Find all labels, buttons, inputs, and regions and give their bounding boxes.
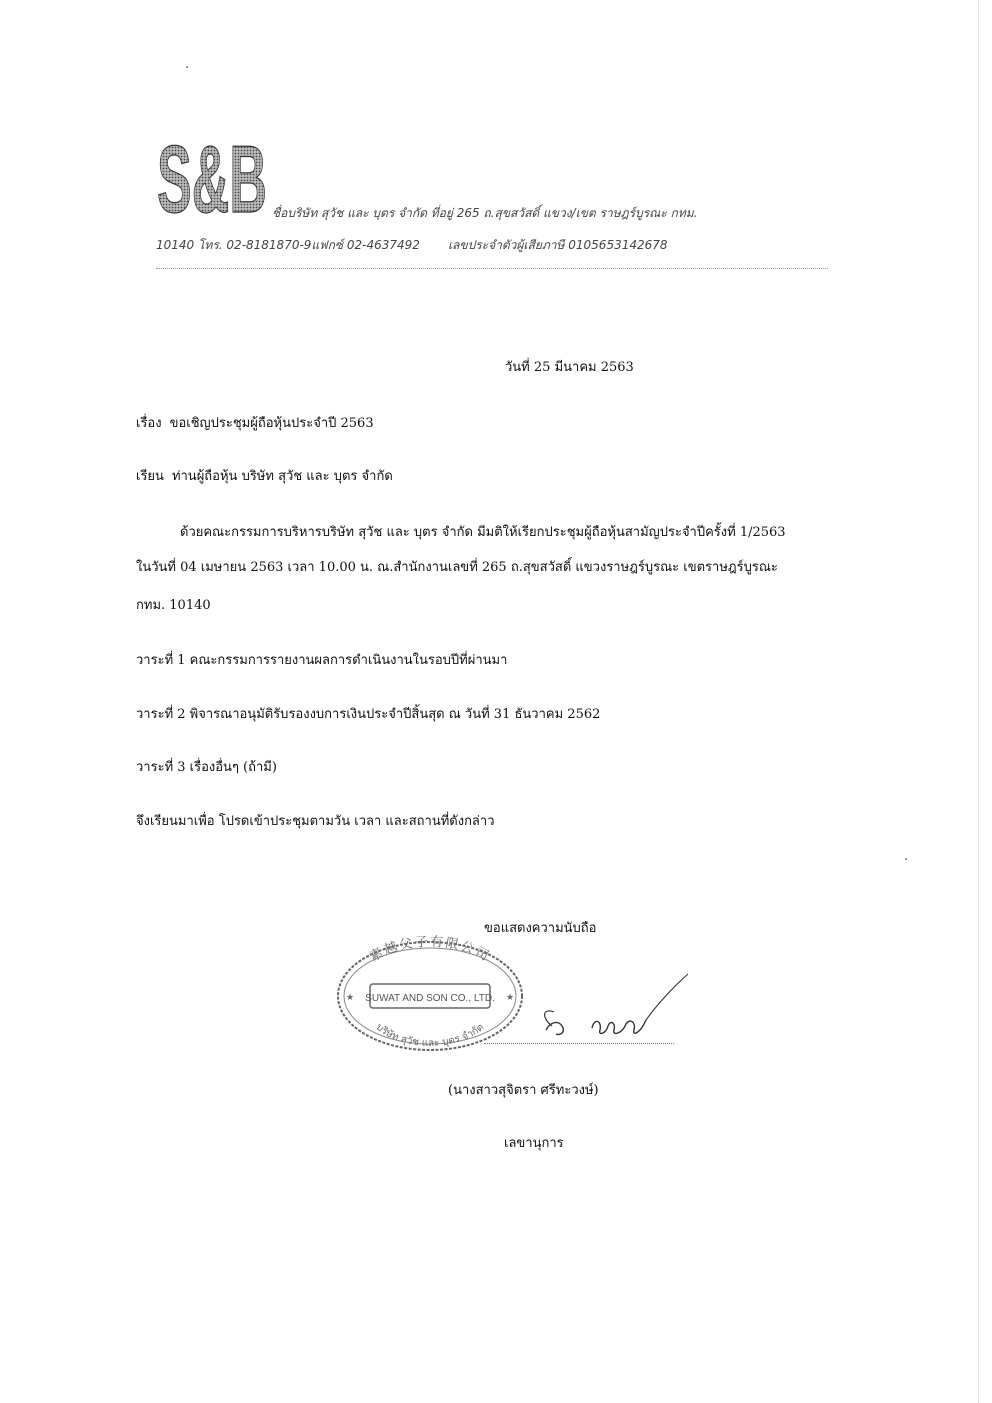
agenda-item-2: วาระที่ 2 พิจารณาอนุมัติรับรองงบการเงินประจำปีสิ้นสุด ณ วันที่ 31 ธันวาคม 2562 bbox=[136, 707, 601, 722]
subject-label: เรื่อง bbox=[136, 416, 162, 431]
svg-text:素越父子有限公司 bbox=[367, 935, 492, 965]
stamp-outer-text: 素越父子有限公司 bbox=[367, 934, 493, 966]
handwritten-signature bbox=[480, 950, 700, 1050]
letterhead-address-line: ชื่อบริษัท สุวัช และ บุตร จำกัด ที่อยู่ 265 ถ.สุขสวัสดิ์ แขวง/เขต ราษฎร์บูรณะ กทม. bbox=[272, 206, 698, 220]
letterhead-tax-id: เลขประจำตัวผู้เสียภาษี 0105653142678 bbox=[447, 238, 668, 252]
agenda-item-1: วาระที่ 1 คณะกรรมการรายงานผลการดำเนินงานในรอบปีที่ผ่านมา bbox=[136, 653, 508, 668]
stamp-middle-text: SUWAT AND SON CO., LTD. bbox=[365, 993, 495, 1004]
body-line: ในวันที่ 04 เมษายน 2563 เวลา 10.00 น. ณ.สำนักงานเลขที่ 265 ถ.สุขสวัสดิ์ แขวงราษฎร์บูรณะ เขตราษฎร์บูรณะ bbox=[136, 560, 778, 575]
stamp-inner-text: บริษัท สุวัช และ บุตร จำกัด bbox=[373, 1021, 487, 1050]
svg-text:★: ★ bbox=[506, 993, 515, 1003]
svg-text:S&B: S&B bbox=[157, 126, 267, 233]
recipient-text: ท่านผู้ถือหุ้น บริษัท สุวัช และ บุตร จำกัด bbox=[171, 469, 393, 484]
scan-speck bbox=[905, 858, 907, 860]
company-logo bbox=[156, 126, 268, 233]
svg-text:★: ★ bbox=[346, 993, 355, 1003]
signer-position: เลขานุการ bbox=[504, 1136, 564, 1151]
agenda-item-3: วาระที่ 3 เรื่องอื่นๆ (ถ้ามี) bbox=[136, 760, 277, 775]
body-line: กทม. 10140 bbox=[136, 598, 211, 613]
body-line: ด้วยคณะกรรมการบริหารบริษัท สุวัช และ บุตร จำกัด มีมติให้เรียกประชุมผู้ถือหุ้นสามัญประจำปีครั้งที่ 1/2563 bbox=[180, 525, 786, 540]
signature-line bbox=[484, 1043, 674, 1044]
letter-recipient bbox=[136, 468, 393, 486]
letterhead-contact-line bbox=[156, 236, 668, 255]
recipient-label: เรียน bbox=[136, 469, 164, 484]
signer-name: (นางสาวสุจิตรา ศรีทะวงษ์) bbox=[448, 1083, 599, 1098]
subject-text: ขอเชิญประชุมผู้ถือหุ้นประจำปี 2563 bbox=[169, 416, 374, 431]
letterhead-divider bbox=[156, 268, 828, 269]
scan-speck bbox=[186, 66, 188, 68]
letterhead-phone-fax: 10140 โทร. 02-8181870-9แฟกซ์ 02-4637492 bbox=[156, 238, 420, 252]
regards-line: ขอแสดงความนับถือ bbox=[484, 921, 597, 936]
scan-edge-line bbox=[978, 0, 979, 1403]
letter-subject bbox=[136, 415, 374, 433]
letter-date: วันที่ 25 มีนาคม 2563 bbox=[505, 360, 634, 375]
closing-sentence: จึงเรียนมาเพื่อ โปรดเข้าประชุมตามวัน เวลา และสถานที่ดังกล่าว bbox=[136, 814, 495, 829]
